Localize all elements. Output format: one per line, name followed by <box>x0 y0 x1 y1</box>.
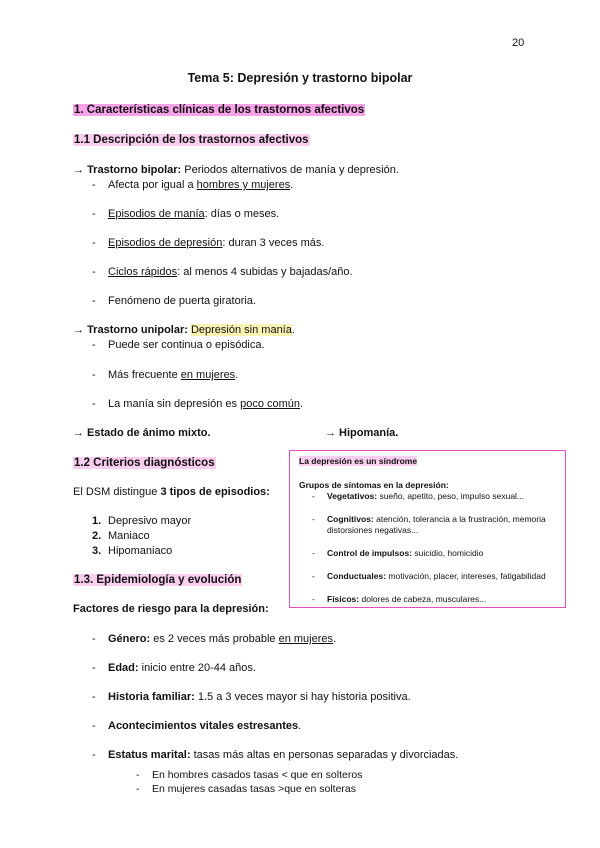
box-title: La depresión es un síndrome <box>299 456 418 466</box>
episode-item: 3. Hipomaniaco <box>92 545 173 557</box>
risk-item: - Acontecimientos vitales estresantes. <box>92 720 302 732</box>
hypomania-heading: → Hipomanía. <box>325 427 399 439</box>
list-item: - Episodios de depresión: duran 3 veces más. <box>92 237 325 249</box>
section-1-2-heading: 1.2 Criterios diagnósticos <box>74 457 215 469</box>
episode-item: 1. Depresivo mayor <box>92 515 192 527</box>
unipolar-highlight: Depresión sin manía <box>190 324 292 336</box>
box-item: - Físicos: dolores de cabeza, musculares... <box>312 594 487 604</box>
box-item: - Cognitivos: atención, tolerancia a la frustración, memoria distorsiones negativas... <box>312 514 546 535</box>
list-item: - Puede ser continua o episódica. <box>92 339 265 351</box>
section-1-3-heading: 1.3. Epidemiología y evolución <box>74 574 242 586</box>
box-subtitle: Grupos de síntomas en la depresión: <box>299 480 449 490</box>
arrow-icon: → <box>73 324 84 336</box>
box-item: - Vegetativos: sueño, apetito, peso, impulso sexual... <box>312 491 525 501</box>
box-item: - Conductuales: motivación, placer, intereses, fatigabilidad <box>312 571 546 581</box>
dsm-line: El DSM distingue 3 tipos de episodios: <box>73 486 270 498</box>
section-1-heading: 1. Características clínicas de los trastornos afectivos <box>74 104 365 116</box>
risk-item: - Estatus marital: tasas más altas en personas separadas y divorciadas. <box>92 749 459 761</box>
risk-item: - Género: es 2 veces más probable en mujeres. <box>92 633 337 645</box>
page-title: Tema 5: Depresión y trastorno bipolar <box>187 71 413 85</box>
bipolar-text: Periodos alternativos de manía y depresión. <box>181 164 399 176</box>
list-item: - Afecta por igual a hombres y mujeres. <box>92 179 294 191</box>
sub-item: - En mujeres casadas tasas >que en solteras <box>136 783 356 795</box>
list-item: - Fenómeno de puerta giratoria. <box>92 295 256 307</box>
page-number: 20 <box>512 37 525 49</box>
section-1-1-heading: 1.1 Descripción de los trastornos afectivos <box>74 134 309 146</box>
risk-factors-title: Factores de riesgo para la depresión: <box>73 603 269 615</box>
risk-item: - Edad: inicio entre 20-44 años. <box>92 662 256 674</box>
list-item: - La manía sin depresión es poco común. <box>92 398 304 410</box>
list-item: - Ciclos rápidos: al menos 4 subidas y bajadas/año. <box>92 266 353 278</box>
box-item: - Control de impulsos: suicidio, homicidio <box>312 548 484 558</box>
risk-item: - Historia familiar: 1.5 a 3 veces mayor si hay historia positiva. <box>92 691 411 703</box>
syndrome-box <box>289 450 566 608</box>
sub-item: - En hombres casados tasas < que en solteros <box>136 769 363 781</box>
bipolar-line <box>73 164 399 176</box>
list-item: - Episodios de manía: días o meses. <box>92 208 280 220</box>
arrow-icon: → <box>73 164 84 176</box>
episode-item: 2. Maniaco <box>92 530 150 542</box>
mixed-state-heading: → Estado de ánimo mixto. <box>73 427 211 439</box>
unipolar-label: Trastorno unipolar: <box>87 324 188 336</box>
bipolar-label: Trastorno bipolar: <box>87 164 182 176</box>
unipolar-line: → Trastorno unipolar: Depresión sin manía. <box>73 324 295 336</box>
list-item: - Más frecuente en mujeres. <box>92 369 239 381</box>
